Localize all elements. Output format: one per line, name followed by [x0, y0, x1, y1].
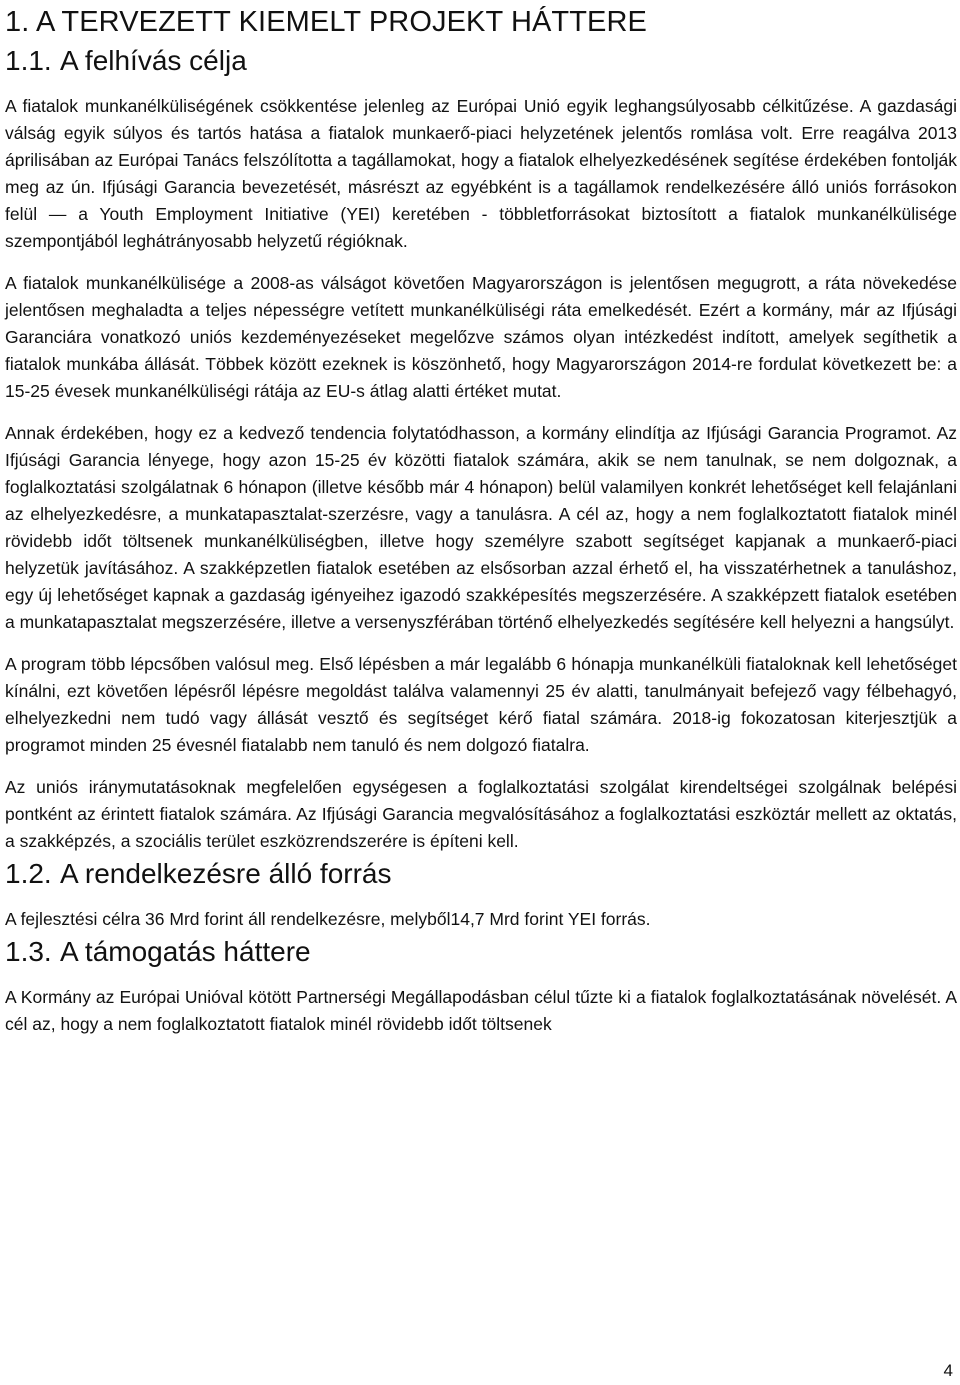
paragraph: A fejlesztési célra 36 Mrd forint áll rendelkezésre, melyből14,7 Mrd forint YEI forrás.	[5, 909, 651, 929]
chapter-heading: 1. A TERVEZETT KIEMELT PROJEKT HÁTTERE	[5, 6, 647, 38]
section-number: 1.3.	[5, 936, 52, 967]
section-heading-1-3	[5, 933, 957, 971]
paragraph: A program több lépcsőben valósul meg. Első lépésben a már legalább 6 hónapja munkanélküli fiataloknak kell lehetőséget kínálni, ezt követően lépésről lépésre megoldást találva valamennyi 25 év alatti, tanulmányait befejező vagy félbehagyó, elhelyezkedni nem tudó vagy állását vesztő és segítséget kérő fiatal számára. 2018-ig fokozatosan kiterjesztjük a programot minden 25 évesnél fiatalabb nem tanuló és nem dolgozó fiatalra.	[5, 654, 957, 755]
paragraph: Annak érdekében, hogy ez a kedvező tendencia folytatódhasson, a kormány elindítja az Ifjúsági Garancia Programot. Az Ifjúsági Garancia lényege, hogy azon 15-25 év közötti fiatalok számára, akik se nem tanulnak, se nem dolgoznak, a foglalkoztatási szolgálatnak 6 hónapon (illetve később már 4 hónapon) belül valamilyen konkrét lehetőséget kell felajánlani az elhelyezkedésre, a munkatapasztalat-szerzésre, vagy a tanulásra. A cél az, hogy a nem foglalkoztatott fiatalok minél rövidebb időt töltsenek munkanélküliségben, illetve hogy személyre szabott segítséget kapjanak a munkaerő-piaci helyzetük javításához. A szakképzetlen fiatalok esetében az elsősorban azzal érhető el, ha visszatérhetnek a tanuláshoz, egy új lehetőséget kapnak a gazdaság igényeihez igazodó szakképesítés megszerzésére. A szakképzett fiatalok esetében a munkatapasztalat megszerzésére, illetve a versenyszférában történő elhelyezkedés segítésére kell helyezni a hangsúlyt.	[5, 423, 957, 632]
section-heading-1-1	[5, 42, 957, 80]
section-number: 1.2.	[5, 858, 52, 889]
paragraph: A Kormány az Európai Unióval kötött Partnerségi Megállapodásban célul tűzte ki a fiatalok foglalkoztatásának növelését. A cél az, hogy a nem foglalkoztatott fiatalok minél rövidebb időt töltsenek	[5, 987, 957, 1034]
document-page	[5, 0, 957, 1038]
paragraph: A fiatalok munkanélkülisége a 2008-as válságot követően Magyarországon is jelentősen megugrott, a ráta növekedése jelentősen meghaladta a teljes népességre vetített munkanélküliségi ráta emelkedését. Ezért a kormány, már az Ifjúsági Garanciára vonatkozó uniós kezdeményezéseket megelőzve számos olyan intézkedést indított, amelyek segíthetik a fiatalok munkába állását. Többek között ezeknek is köszönhető, hogy Magyarországon 2014-re fordulat következett be: a 15-25 évesek munkanélküliségi rátája az EU-s átlag alatti értéket mutat.	[5, 273, 957, 401]
section-title: A támogatás háttere	[60, 936, 311, 967]
section-title: A rendelkezésre álló forrás	[60, 858, 392, 889]
section-number: 1.1.	[5, 45, 52, 76]
paragraph: A fiatalok munkanélküliségének csökkentése jelenleg az Európai Unió egyik leghangsúlyosabb célkitűzése. A gazdasági válság egyik súlyos és tartós hatása a fiatalok munkaerő-piaci helyzetének jelentős romlása volt. Erre reagálva 2013 áprilisában az Európai Tanács felszólította a tagállamokat, hogy a fiatalok elhelyezkedésének segítése érdekében fontolják meg az ún. Ifjúsági Garancia bevezetését, másrészt az egyébként is a tagállamok rendelkezésére álló uniós forrásokon felül — a Youth Employment Initiative (YEI) keretében - többletforrásokat biztosított a fiatalok munkanélkülisége szempontjából leghátrányosabb helyzetű régióknak.	[5, 96, 957, 251]
section-heading-1-2	[5, 855, 957, 893]
page-number: 4	[943, 1361, 953, 1380]
section-title: A felhívás célja	[60, 45, 247, 76]
paragraph: Az uniós iránymutatásoknak megfelelően egységesen a foglalkoztatási szolgálat kirendeltségei szolgálnak belépési pontként az érintett fiatalok számára. Az Ifjúsági Garancia megvalósításához a foglalkoztatási eszköztár mellett az oktatás, a szakképzés, a szociális terület eszközrendszerére is építeni kell.	[5, 777, 957, 851]
